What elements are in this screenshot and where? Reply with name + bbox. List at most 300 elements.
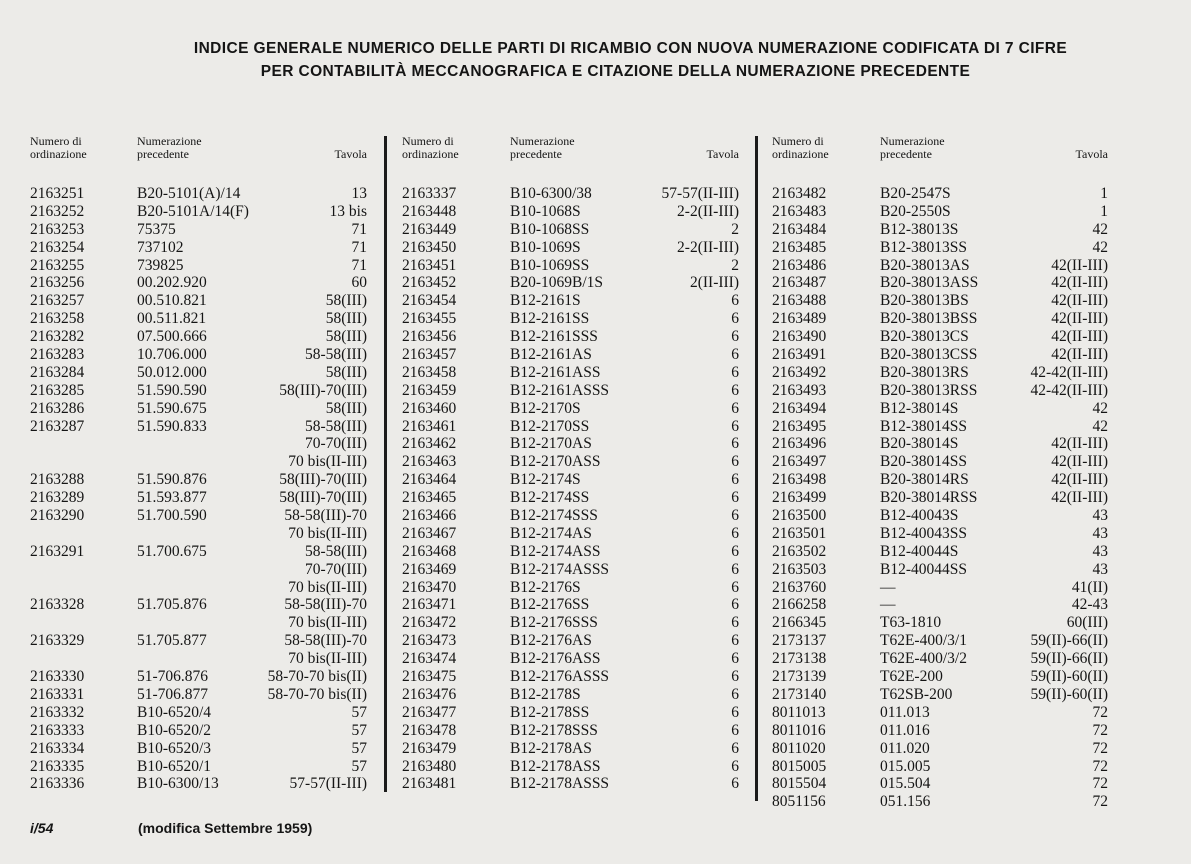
table-row [30,525,367,543]
order-number-cell: 2163500 [772,507,827,525]
table-ref-cell: 6 [731,381,739,399]
table-ref-cell: 57-57(II-III) [661,185,739,202]
table-ref-cell: 1 [1100,185,1108,202]
previous-number-cell: B20-38013BSS [880,310,978,328]
table-ref-cell: 6 [731,399,739,417]
order-number-cell: 2163470 [402,578,457,596]
previous-number-cell: 51.590.590 [137,381,207,399]
table-ref-cell: 70 bis(II-III) [288,453,367,471]
table-ref-cell: 71 [351,220,367,238]
previous-number-cell: B12-38013S [880,220,959,238]
previous-number-cell: B12-2176S [510,578,581,596]
table-ref-cell: 6 [731,346,739,364]
order-number-cell: 2163256 [30,274,85,292]
table-row [772,346,1108,364]
previous-number-cell: 51.590.675 [137,399,207,417]
order-number-cell: 2163252 [30,202,85,220]
table-ref-cell: 58-58(III) [305,346,367,364]
order-number-cell: 2163490 [772,328,827,346]
order-number-cell: 2163484 [772,220,827,238]
column-divider [755,136,758,801]
header-table: Tavola [334,147,367,161]
table-row [402,471,739,489]
table-row [402,614,739,632]
table-ref-cell: 6 [731,328,739,346]
table-row [772,561,1108,579]
order-number-cell: 2163489 [772,310,827,328]
table-ref-cell: 6 [731,542,739,560]
table-ref-cell: 2-2(II-III) [677,238,739,256]
table-ref-cell: 58-58(III)-70 [284,632,367,650]
table-row [402,740,739,758]
previous-number-cell: B20-38014RS [880,471,969,489]
table-ref-cell: 6 [731,435,739,453]
order-number-cell: 2163258 [30,310,85,328]
table-row [402,310,739,328]
revision-note: (modifica Settembre 1959) [138,820,313,836]
order-number-cell: 2163486 [772,256,827,274]
table-ref-cell: 57 [351,757,367,775]
previous-number-cell: B20-38013CSS [880,346,978,364]
table-row [402,400,739,418]
order-number-cell: 2163283 [30,346,85,364]
table-ref-cell: 2(II-III) [689,274,739,292]
page-number: i/54 [30,820,54,836]
previous-number-cell: 10.706.000 [137,346,207,364]
table-row [402,579,739,597]
previous-number-cell: B20-38013BS [880,292,969,310]
table-ref-cell: 6 [731,596,739,614]
order-number-cell: 2163491 [772,346,827,364]
table-ref-cell: 42(II-III) [1051,256,1108,274]
order-number-cell: 2163336 [30,775,85,793]
previous-number-cell: B10-6300/13 [137,775,219,793]
column-divider [384,136,387,792]
order-number-cell: 2163473 [402,632,457,650]
previous-number-cell: B12-2170ASS [510,453,601,471]
table-row [772,596,1108,614]
table-row [30,471,367,489]
table-ref-cell: 6 [731,721,739,739]
table-ref-cell: 6 [731,614,739,632]
order-number-cell: 2163457 [402,346,457,364]
previous-number-cell: B12-2178ASSS [510,775,610,793]
header-order-number: Numero di ordinazione [402,134,459,161]
previous-number-cell: 015.504 [880,775,931,793]
previous-number-cell: B12-38014SS [880,417,967,435]
order-number-cell: 2166345 [772,614,827,632]
header-previous-number: Numerazione precedente [510,134,575,161]
table-ref-cell: 42(II-III) [1051,346,1108,364]
order-number-cell: 2163496 [772,435,827,453]
previous-number-cell: 51.700.675 [137,542,207,560]
table-ref-cell: 70-70(III) [305,560,367,578]
order-number-cell: 2163290 [30,507,85,525]
previous-number-cell: 51.705.876 [137,596,207,614]
order-number-cell: 8011020 [772,739,826,757]
previous-number-cell: B10-6520/4 [137,703,212,721]
table-ref-cell: 58(III) [325,292,367,310]
table-ref-cell: 70-70(III) [305,435,367,453]
table-row [402,507,739,525]
order-number-cell: 2163485 [772,238,827,256]
previous-number-cell: B10-1069SS [510,256,590,274]
previous-number-cell: 00.202.920 [137,274,207,292]
table-ref-cell: 58(III)-70(III) [279,471,367,489]
previous-number-cell: B10-1069S [510,238,581,256]
previous-number-cell: B20-38013ASS [880,274,979,292]
table-ref-cell: 58-58(III) [305,417,367,435]
table-ref-cell: 6 [731,685,739,703]
order-number-cell: 2163251 [30,185,85,202]
order-number-cell: 2163448 [402,202,457,220]
order-number-cell: 8011013 [772,703,826,721]
order-number-cell: 8051156 [772,793,826,811]
order-number-cell: 2163469 [402,560,457,578]
header-previous-number: Numerazione precedente [880,134,945,161]
header-table: Tavola [706,147,739,161]
table-row [772,793,1108,811]
previous-number-cell: 51.590.876 [137,471,207,489]
column-header [772,135,1108,185]
previous-number-cell: B10-6300/38 [510,185,592,202]
table-ref-cell: 57 [351,703,367,721]
previous-number-cell: 00.510.821 [137,292,207,310]
table-row [772,579,1108,597]
previous-number-cell: B12-2176SSS [510,614,598,632]
table-row [30,310,367,328]
previous-number-cell: B12-2178S [510,685,581,703]
previous-number-cell: 50.012.000 [137,363,207,381]
previous-number-cell: B12-40044SS [880,560,967,578]
table-row [402,489,739,507]
table-row [30,758,367,776]
table-row [772,758,1108,776]
column-header [30,135,367,185]
table-row [30,614,367,632]
table-ref-cell: 58(III) [325,310,367,328]
table-row [772,471,1108,489]
table-ref-cell: 58-70-70 bis(II) [267,685,367,703]
order-number-cell: 2163284 [30,363,85,381]
table-ref-cell: 42-42(II-III) [1030,363,1108,381]
order-number-cell: 2163488 [772,292,827,310]
table-row [772,292,1108,310]
table-ref-cell: 6 [731,632,739,650]
header-table: Tavola [1075,147,1108,161]
table-ref-cell: 6 [731,757,739,775]
table-row [772,221,1108,239]
previous-number-cell: B12-2174AS [510,524,592,542]
previous-number-cell: B20-1069B/1S [510,274,604,292]
order-number-cell: 2163282 [30,328,85,346]
table-ref-cell: 6 [731,739,739,757]
previous-number-cell: B12-38013SS [880,238,967,256]
table-ref-cell: 72 [1092,739,1108,757]
previous-number-cell: B20-38014SS [880,453,967,471]
table-row [772,453,1108,471]
table-row [772,203,1108,221]
order-number-cell: 2163503 [772,560,827,578]
table-row [772,239,1108,257]
previous-number-cell: B12-2176ASSS [510,668,610,686]
order-number-cell: 2163287 [30,417,85,435]
table-ref-cell: 42(II-III) [1051,453,1108,471]
table-row [402,364,739,382]
table-ref-cell: 71 [351,238,367,256]
table-row [30,668,367,686]
order-number-cell: 2163480 [402,757,457,775]
order-number-cell: 2163451 [402,256,457,274]
table-row [772,507,1108,525]
order-number-cell: 2173137 [772,632,827,650]
order-number-cell: 2163254 [30,238,85,256]
table-ref-cell: 42 [1092,417,1108,435]
table-row [402,346,739,364]
order-number-cell: 2163472 [402,614,457,632]
table-ref-cell: 72 [1092,775,1108,793]
header-previous-number: Numerazione precedente [137,134,202,161]
previous-number-cell: B10-1068S [510,202,581,220]
table-row [402,453,739,471]
order-number-cell: 2163467 [402,524,457,542]
table-ref-cell: 13 bis [329,202,367,220]
order-number-cell: 2163462 [402,435,457,453]
previous-number-cell: 51.705.877 [137,632,207,650]
table-ref-cell: 6 [731,310,739,328]
header-order-number: Numero di ordinazione [30,134,87,161]
order-number-cell: 2163502 [772,542,827,560]
order-number-cell: 2163328 [30,596,85,614]
table-ref-cell: 6 [731,650,739,668]
previous-number-cell: 051.156 [880,793,931,811]
table-row [30,686,367,704]
table-ref-cell: 70 bis(II-III) [288,578,367,596]
table-ref-cell: 59(II)-66(II) [1030,632,1108,650]
previous-number-cell: B12-40043SS [880,524,967,542]
previous-number-cell: T62E-400/3/1 [880,632,967,650]
previous-number-cell: B12-2174S [510,471,581,489]
table-ref-cell: 60(III) [1066,614,1108,632]
previous-number-cell: 07.500.666 [137,328,207,346]
previous-number-cell: B12-38014S [880,399,959,417]
table-ref-cell: 42 [1092,238,1108,256]
table-ref-cell: 6 [731,578,739,596]
order-number-cell: 2163255 [30,256,85,274]
previous-number-cell: B20-5101(A)/14 [137,185,241,202]
order-number-cell: 2163450 [402,238,457,256]
previous-number-cell: B12-2176SS [510,596,590,614]
order-number-cell: 2163478 [402,721,457,739]
previous-number-cell: B12-2174SS [510,489,590,507]
order-number-cell: 2163458 [402,363,457,381]
table-ref-cell: 58(III) [325,399,367,417]
table-ref-cell: 2 [731,256,739,274]
previous-number-cell: B10-6520/3 [137,739,212,757]
previous-number-cell: B12-2174ASS [510,542,601,560]
table-ref-cell: 42(II-III) [1051,292,1108,310]
order-number-cell: 2163476 [402,685,457,703]
table-ref-cell: 42(II-III) [1051,328,1108,346]
table-row [30,400,367,418]
table-row [772,722,1108,740]
index-column-3 [772,135,1108,811]
table-ref-cell: 58-58(III)-70 [284,596,367,614]
table-ref-cell: 72 [1092,721,1108,739]
table-row [402,686,739,704]
table-row [30,185,367,203]
table-row [30,346,367,364]
order-number-cell: 2163461 [402,417,457,435]
table-row [30,596,367,614]
table-row [30,274,367,292]
previous-number-cell: B20-38014RSS [880,489,978,507]
previous-number-cell: T62SB-200 [880,685,953,703]
order-number-cell: 2163329 [30,632,85,650]
table-row [402,203,739,221]
order-number-cell: 2163253 [30,220,85,238]
table-row [772,489,1108,507]
previous-number-cell: B20-38013AS [880,256,970,274]
order-number-cell: 2163456 [402,328,457,346]
table-row [30,328,367,346]
table-row [30,489,367,507]
order-number-cell: 2163460 [402,399,457,417]
table-ref-cell: 6 [731,363,739,381]
table-ref-cell: 41(II) [1071,578,1108,596]
table-ref-cell: 58(III)-70(III) [279,489,367,507]
table-ref-cell: 58-70-70 bis(II) [267,668,367,686]
order-number-cell: 2163760 [772,578,827,596]
table-ref-cell: 59(II)-60(II) [1030,685,1108,703]
table-ref-cell: 6 [731,453,739,471]
previous-number-cell: B12-2161SS [510,310,590,328]
table-ref-cell: 6 [731,524,739,542]
previous-number-cell: B10-6520/2 [137,721,212,739]
previous-number-cell: B12-40044S [880,542,959,560]
table-ref-cell: 58(III)-70(III) [279,381,367,399]
table-row [402,239,739,257]
table-ref-cell: 42 [1092,399,1108,417]
previous-number-cell: B12-2161ASS [510,363,601,381]
previous-number-cell: 015.005 [880,757,931,775]
order-number-cell: 2163330 [30,668,85,686]
table-row [402,292,739,310]
previous-number-cell: B12-2178SS [510,703,590,721]
table-row [402,185,739,203]
table-ref-cell: 6 [731,775,739,793]
table-row [402,722,739,740]
order-number-cell: 2163449 [402,220,457,238]
order-number-cell: 2163483 [772,202,827,220]
order-number-cell: 2163257 [30,292,85,310]
order-number-cell: 2163471 [402,596,457,614]
table-ref-cell: 42(II-III) [1051,274,1108,292]
order-number-cell: 2163475 [402,668,457,686]
table-row [772,274,1108,292]
table-row [402,257,739,275]
order-number-cell: 2163459 [402,381,457,399]
previous-number-cell: B20-38013RSS [880,381,978,399]
table-row [402,418,739,436]
order-number-cell: 2163463 [402,453,457,471]
previous-number-cell: 011.016 [880,721,930,739]
table-row [30,704,367,722]
previous-number-cell: 75375 [137,220,176,238]
table-ref-cell: 42-43 [1071,596,1108,614]
table-row [30,221,367,239]
table-ref-cell: 57 [351,721,367,739]
previous-number-cell: T62E-400/3/2 [880,650,967,668]
table-row [772,704,1108,722]
table-ref-cell: 70 bis(II-III) [288,524,367,542]
table-ref-cell: 58-58(III) [305,542,367,560]
previous-number-cell: B12-2170S [510,399,581,417]
previous-number-cell: B12-2178AS [510,739,592,757]
previous-number-cell: B12-2161SSS [510,328,598,346]
previous-number-cell: B12-2161S [510,292,581,310]
order-number-cell: 8011016 [772,721,826,739]
table-ref-cell: 60 [351,274,367,292]
table-row [402,274,739,292]
previous-number-cell: B10-1068SS [510,220,590,238]
previous-number-cell: 51.590.833 [137,417,207,435]
table-ref-cell: 43 [1092,560,1108,578]
table-ref-cell: 43 [1092,542,1108,560]
table-ref-cell: 42(II-III) [1051,435,1108,453]
table-ref-cell: 6 [731,417,739,435]
table-ref-cell: 58-58(III)-70 [284,507,367,525]
previous-number-cell: B12-2174SSS [510,507,598,525]
order-number-cell: 2163331 [30,685,85,703]
table-row [772,650,1108,668]
table-ref-cell: 58(III) [325,363,367,381]
order-number-cell: 2163468 [402,542,457,560]
previous-number-cell: T62E-200 [880,668,943,686]
order-number-cell: 2163481 [402,775,457,793]
previous-number-cell: B20-5101A/14(F) [137,202,249,220]
previous-number-cell: 51-706.876 [137,668,209,686]
column-header [402,135,739,185]
table-row [772,310,1108,328]
table-row [30,382,367,400]
table-ref-cell: 59(II)-66(II) [1030,650,1108,668]
order-number-cell: 2163474 [402,650,457,668]
index-column-1 [30,135,367,793]
order-number-cell: 2163454 [402,292,457,310]
table-ref-cell: 57 [351,739,367,757]
table-row [30,507,367,525]
table-row [30,722,367,740]
order-number-cell: 2163477 [402,703,457,721]
table-ref-cell: 58(III) [325,328,367,346]
previous-number-cell: B12-2170SS [510,417,590,435]
table-row [30,203,367,221]
table-ref-cell: 1 [1100,202,1108,220]
previous-number-cell: B12-40043S [880,507,959,525]
previous-number-cell: B12-2176ASS [510,650,601,668]
table-row [30,239,367,257]
table-row [30,775,367,793]
table-row [772,364,1108,382]
order-number-cell: 2163288 [30,471,85,489]
table-row [30,579,367,597]
table-row [402,668,739,686]
order-number-cell: 2163501 [772,524,827,542]
order-number-cell: 2163455 [402,310,457,328]
title-line-1: INDICE GENERALE NUMERICO DELLE PARTI DI RICAMBIO CON NUOVA NUMERAZIONE CODIFICATA DI 7 CIFRE [193,40,1068,57]
index-column-2 [402,135,739,793]
